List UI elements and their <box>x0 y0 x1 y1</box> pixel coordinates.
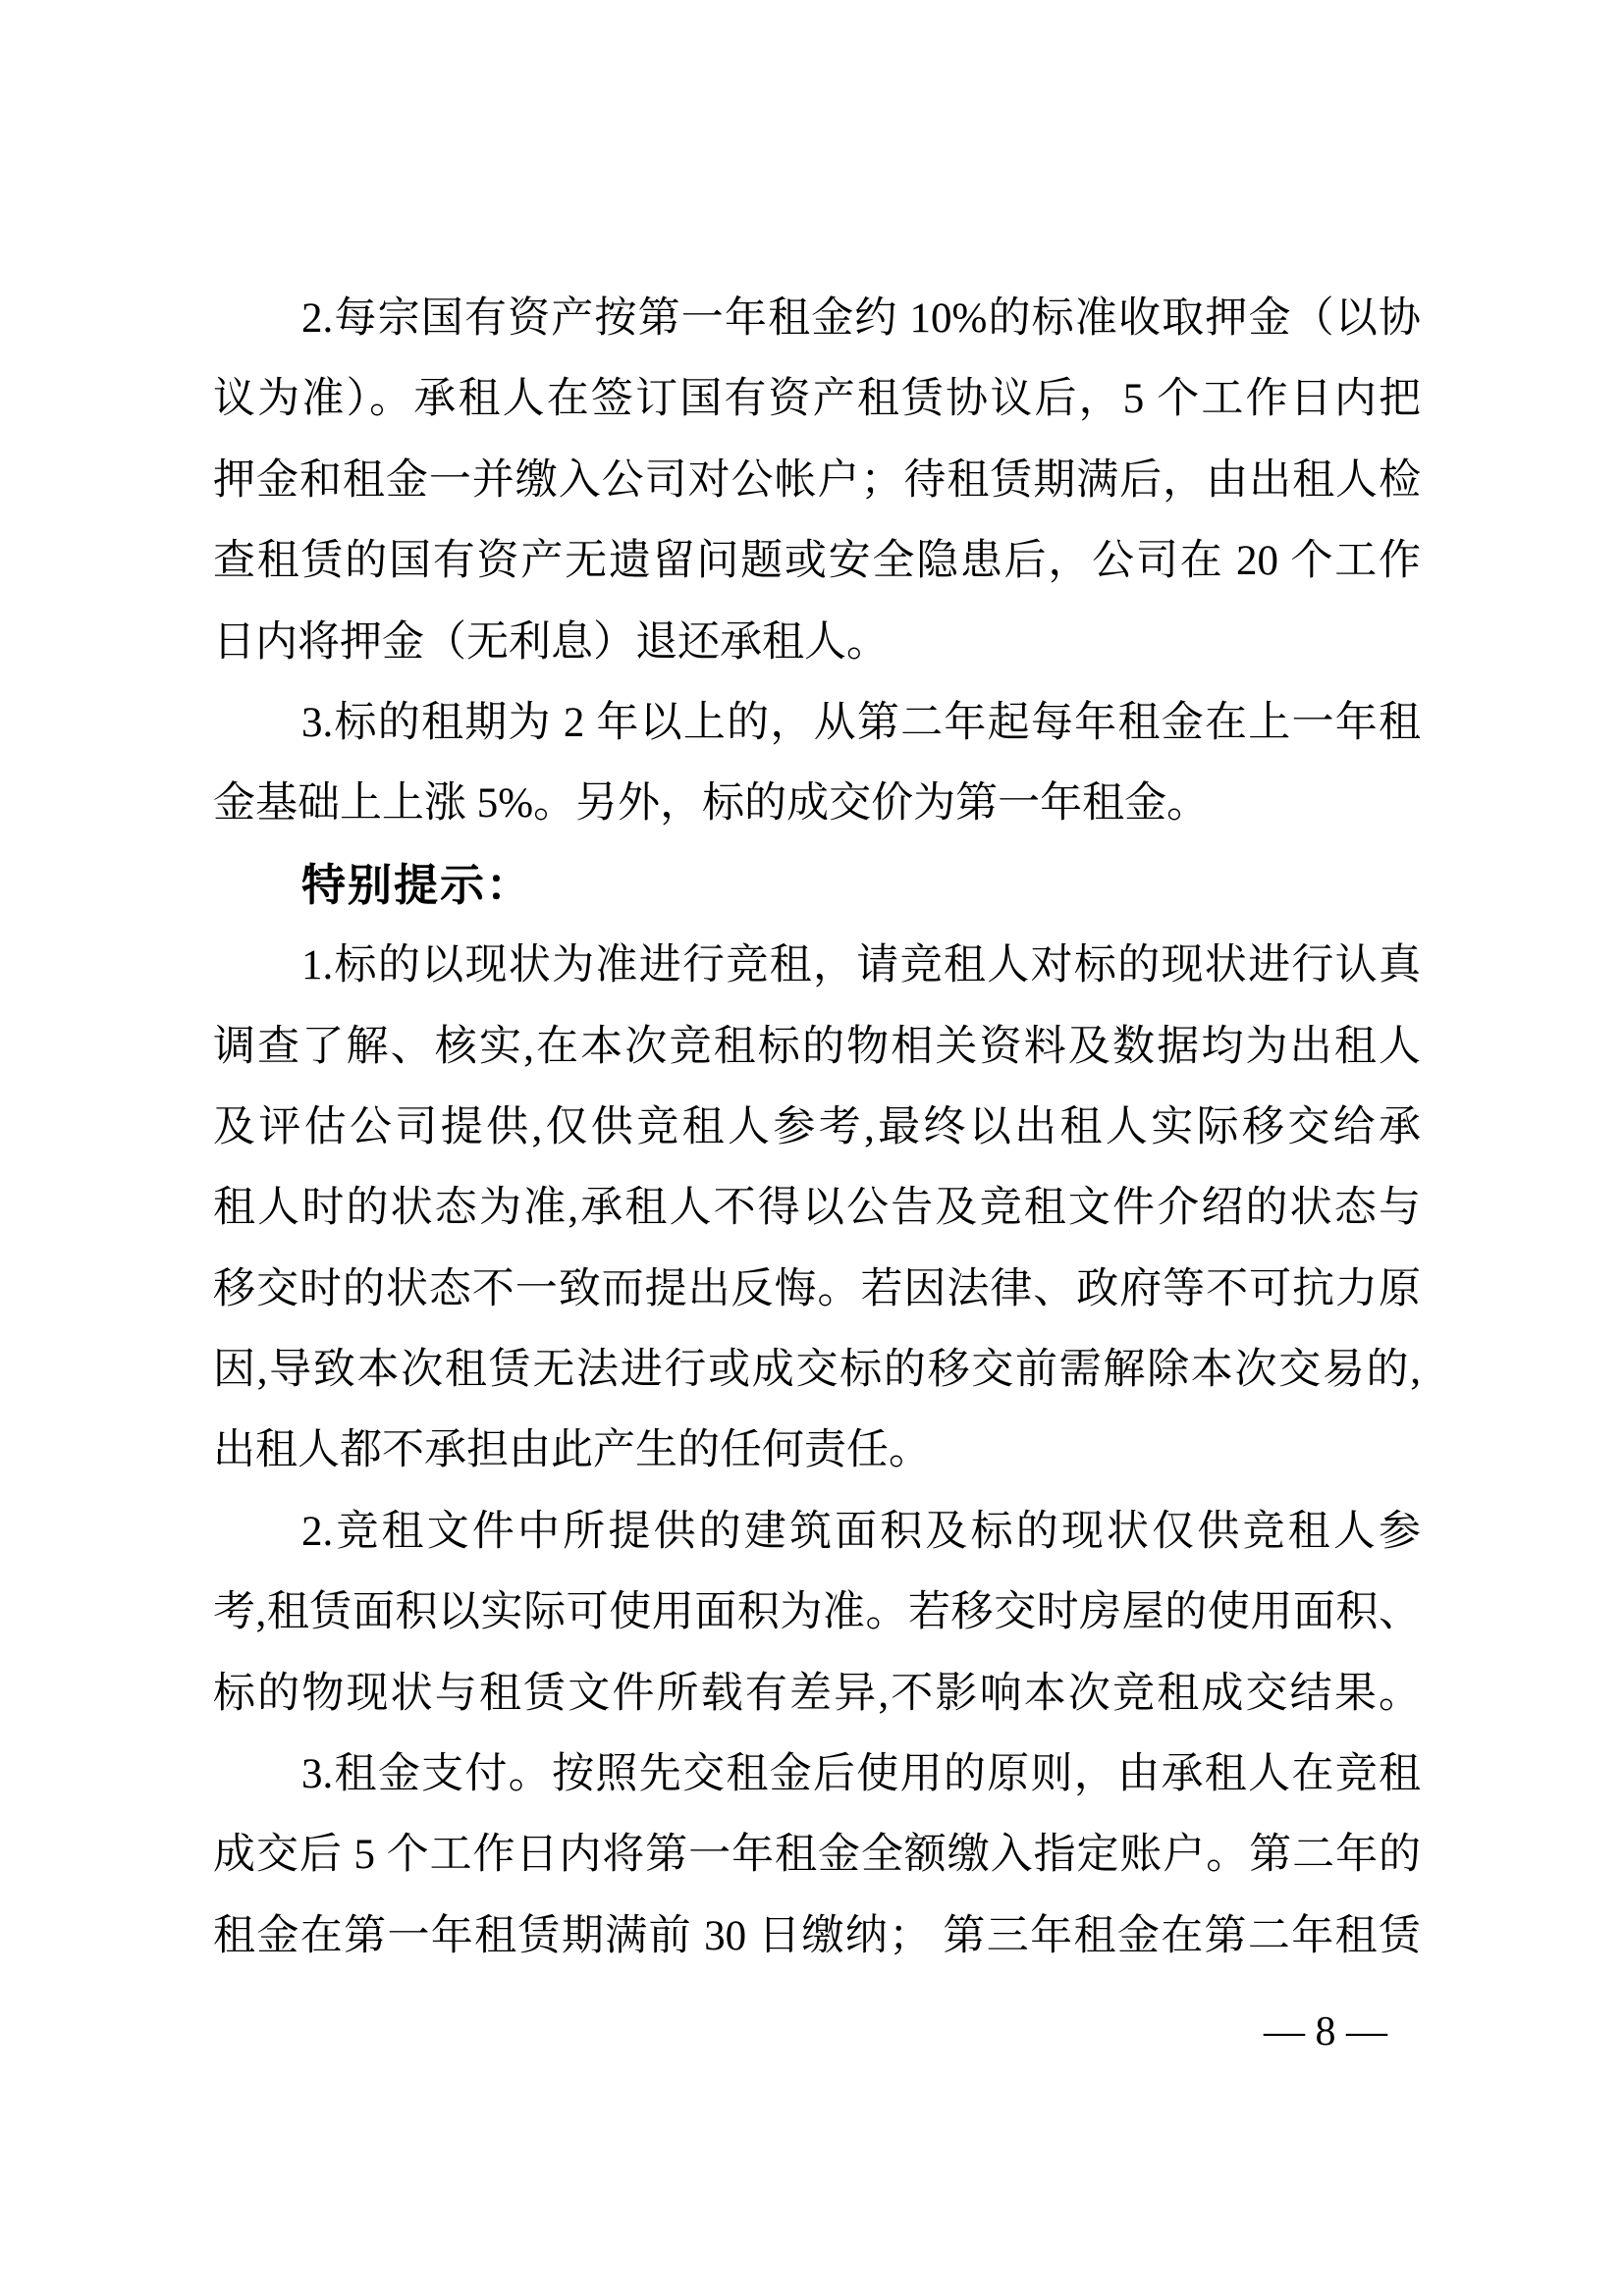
text-line: 考,租赁面积以实际可使用面积为准。若移交时房屋的使用面积、 <box>213 1589 1421 1636</box>
text-line: 调查了解、核实,在本次竞租标的物相关资料及数据均为出租人 <box>213 1023 1421 1070</box>
text-line: 标的物现状与租赁文件所载有差异,不影响本次竞租成交结果。 <box>213 1670 1421 1717</box>
text-line: 成交后 5 个工作日内将第一年租金全额缴入指定账户。第二年的 <box>213 1832 1421 1879</box>
text-line: 出租人都不承担由此产生的任何责任。 <box>213 1427 931 1474</box>
text-line: 租人时的状态为准,承租人不得以公告及竞租文件介绍的状态与 <box>213 1185 1421 1232</box>
text-line: 3.租金支付。按照先交租金后使用的原则，由承租人在竞租 <box>301 1751 1421 1798</box>
text-line: 2.竞租文件中所提供的建筑面积及标的现状仅供竞租人参 <box>301 1508 1421 1555</box>
text-line: 因,导致本次租赁无法进行或成交标的移交前需解除本次交易的, <box>213 1347 1421 1394</box>
text-line: 1.标的以现状为准进行竞租，请竞租人对标的现状进行认真 <box>301 942 1421 989</box>
text-line: 3.标的租期为 2 年以上的，从第二年起每年租金在上一年租 <box>301 699 1421 746</box>
text-line: 租金在第一年租赁期满前 30 日缴纳； 第三年租金在第二年租赁 <box>213 1912 1421 1959</box>
text-line: 移交时的状态不一致而提出反悔。若因法律、政府等不可抗力原 <box>213 1265 1421 1312</box>
text-line: 及评估公司提供,仅供竞租人参考,最终以出租人实际移交给承 <box>213 1103 1421 1150</box>
section-heading: 特别提示： <box>301 859 533 910</box>
document-body <box>213 279 1421 1977</box>
text-line: 日内将押金（无利息）退还承租人。 <box>213 618 889 666</box>
text-line: 2.每宗国有资产按第一年租金约 10%的标准收取押金（以协 <box>301 295 1421 342</box>
text-line: 金基础上上涨 5%。另外，标的成交价为第一年租金。 <box>213 780 1210 828</box>
text-line: 议为准）。承租人在签订国有资产租赁协议后，5 个工作日内把 <box>213 376 1421 423</box>
page-number: — 8 — <box>1264 2009 1387 2055</box>
text-line: 查租赁的国有资产无遗留问题或安全隐患后，公司在 20 个工作 <box>213 538 1421 585</box>
text-line: 押金和租金一并缴入公司对公帐户；待租赁期满后，由出租人检 <box>213 456 1421 504</box>
